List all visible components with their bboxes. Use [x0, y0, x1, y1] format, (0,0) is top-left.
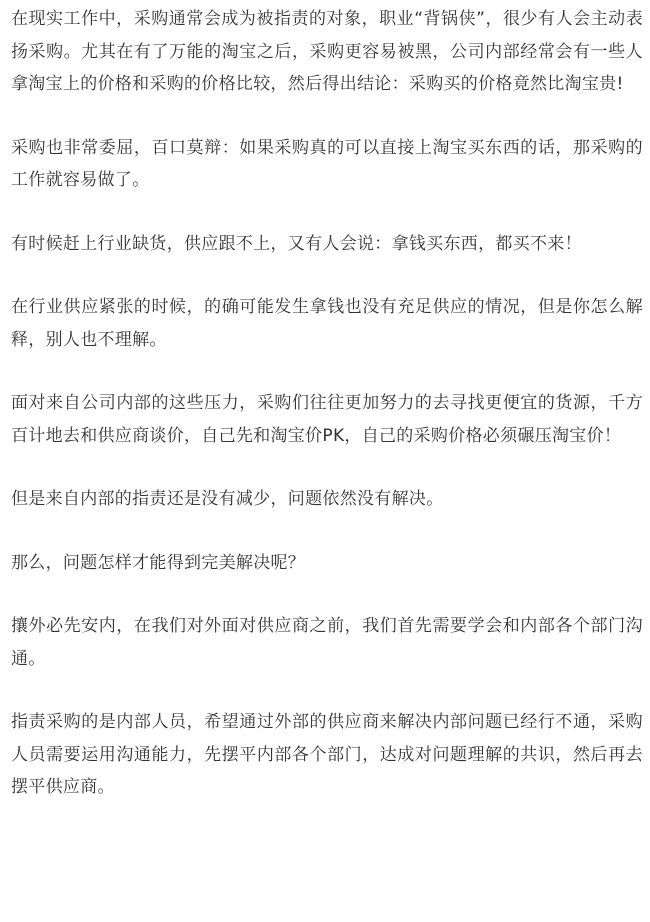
- paragraph-7: 那么，问题怎样才能得到完美解决呢？: [11, 552, 306, 573]
- article-body: [11, 3, 643, 804]
- paragraph-2: 采购也非常委屈，百口莫辩：如果采购真的可以直接上淘宝买东西的话，那采购的工作就容易做了。: [11, 137, 643, 190]
- paragraph-1: 在现实工作中，采购通常会成为被指责的对象，职业“背锅侠”，很少有人会主动表扬采购。尤其在有了万能的淘宝之后，采购更容易被黑，公司内部经常会有一些人拿淘宝上的价格和采购的价格比较，然后得出结论：采购买的价格竟然比淘宝贵!: [11, 9, 643, 94]
- paragraph-3: 有时候赶上行业缺货，供应跟不上，又有人会说：拿钱买东西，都买不来！: [11, 233, 582, 254]
- paragraph-9: 指责采购的是内部人员，希望通过外部的供应商来解决内部问题已经行不通，采购人员需要运用沟通能力，先摆平内部各个部门，达成对问题理解的共识，然后再去摆平供应商。: [11, 712, 643, 797]
- paragraph-8: 攘外必先安内，在我们对外面对供应商之前，我们首先需要学会和内部各个部门沟通。: [11, 616, 643, 669]
- paragraph-6: 但是来自内部的指责还是没有减少，问题依然没有解决。: [11, 489, 444, 509]
- paragraph-4: 在行业供应紧张的时候，的确可能发生拿钱也没有充足供应的情况，但是你怎么解释，别人也不理解。: [11, 297, 643, 350]
- paragraph-5: 面对来自公司内部的这些压力，采购们往往更加努力的去寻找更便宜的货源，千方百计地去和供应商谈价，自己先和淘宝价PK，自己的采购价格必须碾压淘宝价！: [11, 393, 643, 446]
